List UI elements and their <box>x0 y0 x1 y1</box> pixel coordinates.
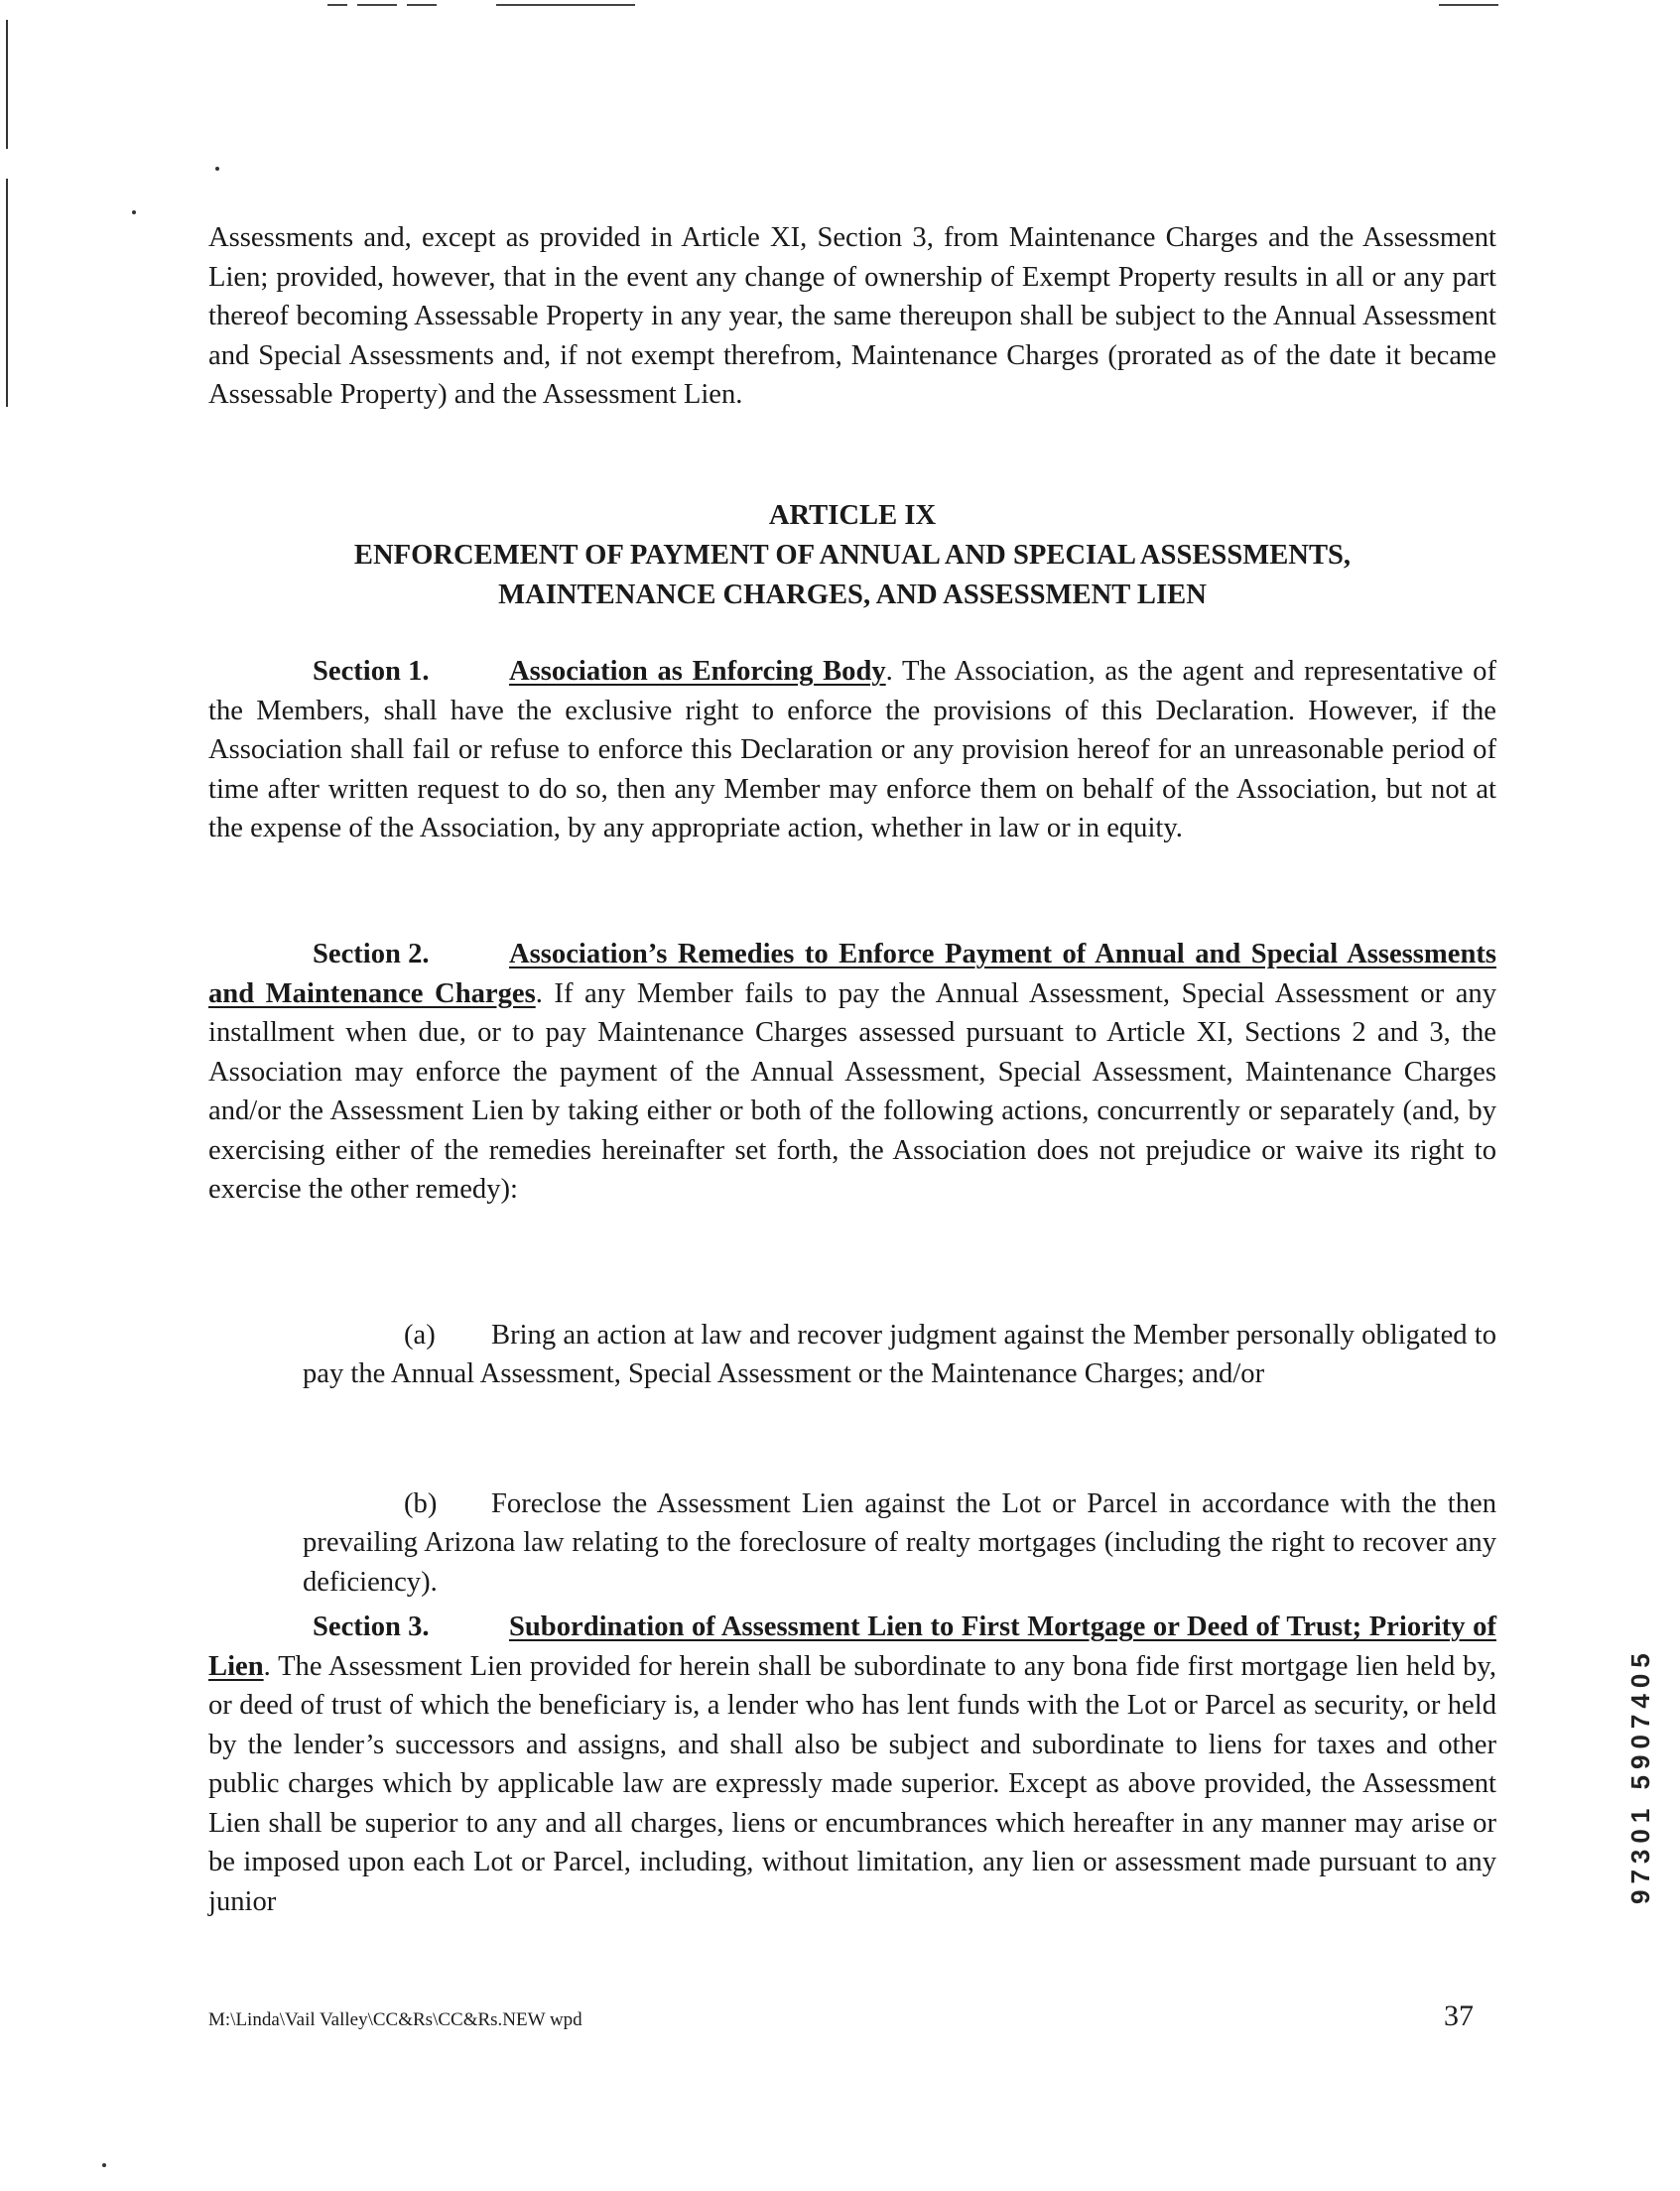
section-3-label: Section 3. <box>313 1611 430 1642</box>
scan-mark <box>327 4 347 6</box>
scan-mark <box>496 4 635 6</box>
scan-mark <box>407 4 437 6</box>
article-title-line2: MAINTENANCE CHARGES, AND ASSESSMENT LIEN <box>498 580 1207 610</box>
article-title-line1: ENFORCEMENT OF PAYMENT OF ANNUAL AND SPECIAL ASSESSMENTS, <box>353 540 1352 571</box>
remedy-item-a <box>303 1316 1496 1394</box>
article-heading <box>208 496 1496 615</box>
section-2-title: Association’s Remedies to Enforce Payment of Annual and Special Assessments and Maintenance Charges <box>208 939 1496 1009</box>
section-2-label: Section 2. <box>313 939 430 969</box>
section-3-body: . The Assessment Lien provided for herein shall be subordinate to any bona fide first mortgage lien held by, or deed of trust of which the beneficiary is, a lender who has lent funds with the Lot or Parcel as security, or held by the lender’s successors and assigns, and shall also be subject and subordinate to liens for taxes and other public charges which by applicable law are expressly made superior. Except as above provided, the Assessment Lien shall be superior to any and all charges, liens or encumbrances which hereafter in any manner may arise or be imposed upon each Lot or Parcel, including, without limitation, any lien or assessment made pursuant to any junior <box>208 1650 1496 1917</box>
page-number: 37 <box>1444 1999 1474 2032</box>
section-1-label: Section 1. <box>313 656 430 687</box>
footer-file-path: M:\Linda\Vail Valley\CC&Rs\CC&Rs.NEW wpd <box>208 2009 582 2030</box>
scan-speck <box>132 210 136 214</box>
scan-speck <box>102 2163 106 2167</box>
scan-mark <box>357 4 397 6</box>
section-3-title: Subordination of Assessment Lien to First Mortgage or Deed of Trust; Priority of Lien <box>208 1611 1496 1682</box>
intro-paragraph: Assessments and, except as provided in Article XI, Section 3, from Maintenance Charges and the Assessment Lien; provided, however, that in the event any change of ownership of Exempt Property results in all or any part thereof becoming Assessable Property in any year, the same thereupon shall be subject to the Annual Assessment and Special Assessments and, if not exempt therefrom, Maintenance Charges (prorated as of the date it became Assessable Property) and the Assessment Lien. <box>208 222 1496 410</box>
scan-mark <box>1439 4 1498 6</box>
scan-edge <box>6 20 8 149</box>
remedy-item-a-text: Bring an action at law and recover judgment against the Member personally obligated to pay the Annual Assessment, Special Assessment or the Maintenance Charges; and/or <box>303 1319 1496 1390</box>
section-1-title: Association as Enforcing Body <box>509 656 886 687</box>
section-2-body: . If any Member fails to pay the Annual Assessment, Special Assessment or any installment when due, or to pay Maintenance Charges assessed pursuant to Article XI, Sections 2 and 3, the Association may enforce the payment of the Annual Assessment, Special Assessment, Maintenance Charges and/or the Assessment Lien by taking either or both of the following actions, concurrently or separately (and, by exercising either of the remedies hereinafter set forth, the Association does not prejudice or waive its right to exercise the other remedy): <box>208 977 1496 1205</box>
section-1 <box>208 652 1496 848</box>
remedy-item-b-text: Foreclose the Assessment Lien against the Lot or Parcel in accordance with the then prevailing Arizona law relating to the foreclosure of realty mortgages (including the right to recover any deficiency). <box>303 1487 1496 1598</box>
remedy-item-b-label: (b) <box>404 1487 438 1519</box>
remedy-item-a-label: (a) <box>404 1319 436 1351</box>
section-2 <box>208 935 1496 1210</box>
remedy-item-b <box>303 1484 1496 1603</box>
section-1-body: . The Association, as the agent and representative of the Members, shall have the exclusive right to enforce the provisions of this Declaration. However, if the Association shall fail or refuse to enforce this Declaration or any provision hereof for an unreasonable period of time after written request to do so, then any Member may enforce them on behalf of the Association, but not at the expense of the Association, by any appropriate action, whether in law or in equity. <box>208 656 1496 843</box>
scan-speck <box>215 167 219 171</box>
margin-recording-stamp: 97301 5907405 <box>1625 1647 1655 1905</box>
article-number: ARTICLE IX <box>768 500 937 531</box>
scan-edge <box>6 179 8 407</box>
section-3 <box>208 1608 1496 1921</box>
